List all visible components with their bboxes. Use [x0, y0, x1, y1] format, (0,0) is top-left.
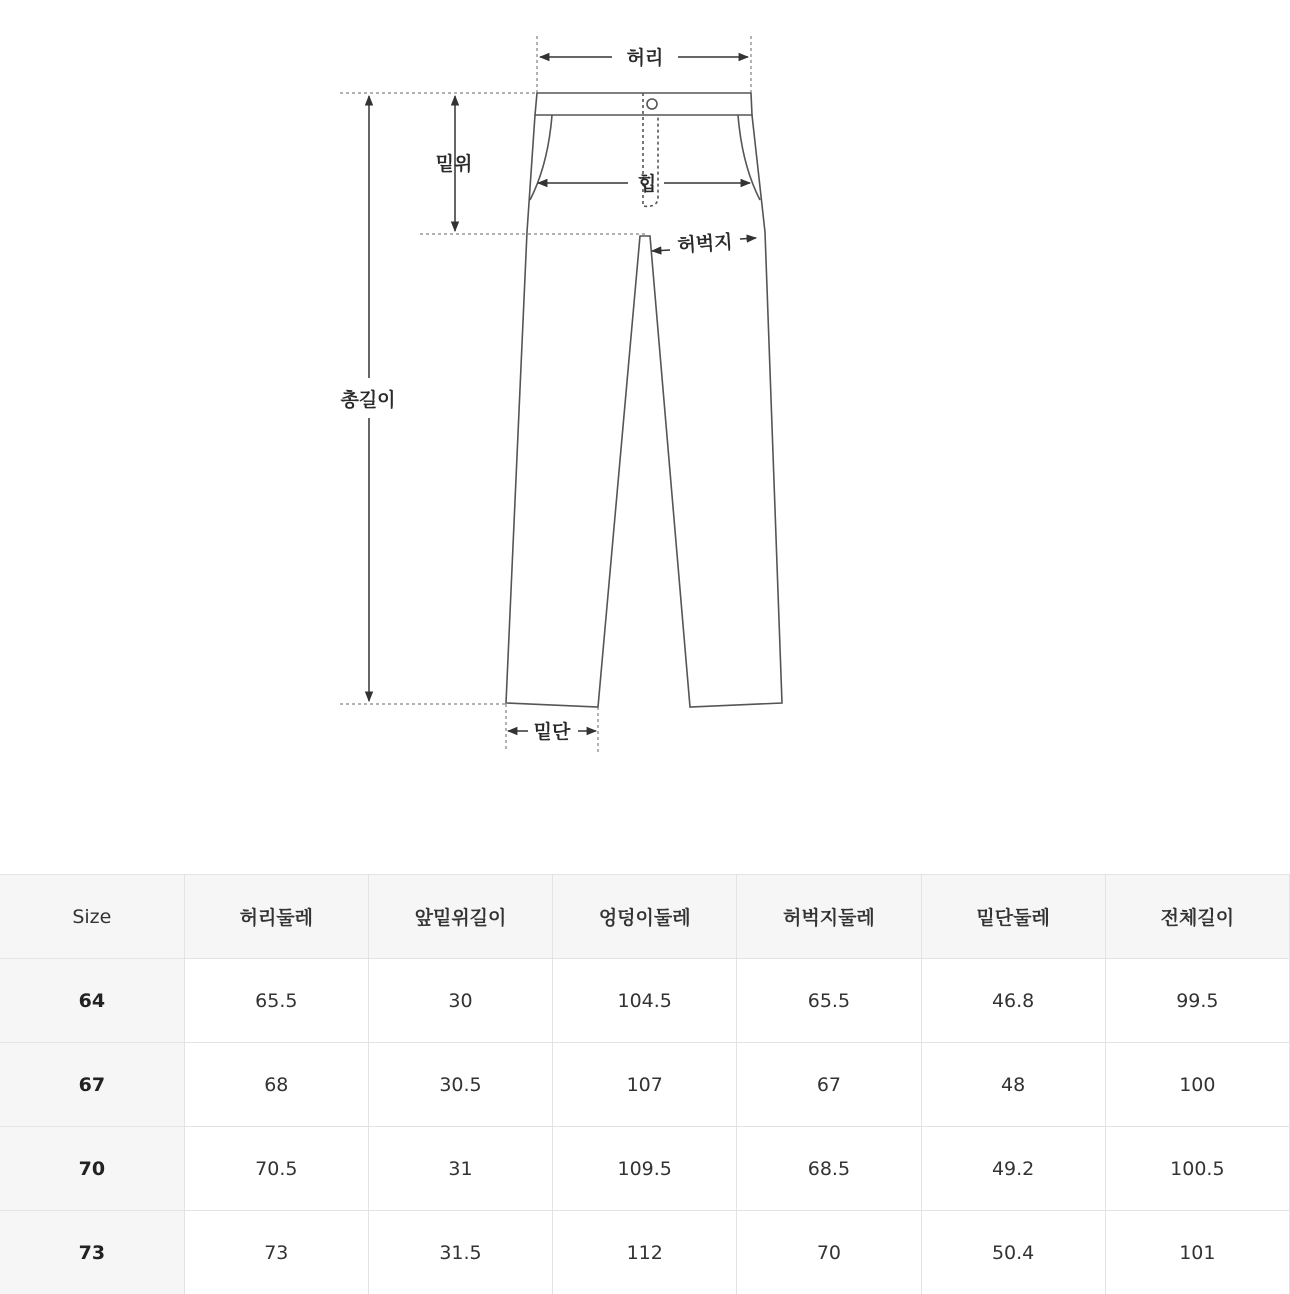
table-cell: 70.5: [184, 1127, 368, 1211]
header-thigh: 허벅지둘레: [737, 875, 921, 959]
table-cell: 68.5: [737, 1127, 921, 1211]
table-cell: 65.5: [737, 959, 921, 1043]
thigh-arrow-right: [740, 238, 756, 239]
table-cell: 99.5: [1105, 959, 1289, 1043]
size-cell: 67: [0, 1043, 184, 1127]
table-cell: 101: [1105, 1211, 1289, 1294]
table-cell: 31: [368, 1127, 552, 1211]
header-hem: 밑단둘레: [921, 875, 1105, 959]
thigh-arrow-left: [652, 250, 670, 251]
table-cell: 112: [553, 1211, 737, 1294]
size-table: [0, 874, 1290, 1294]
table-cell: 50.4: [921, 1211, 1105, 1294]
table-cell: 46.8: [921, 959, 1105, 1043]
table-row: [0, 1127, 1290, 1211]
table-cell: 30: [368, 959, 552, 1043]
table-row: [0, 1043, 1290, 1127]
table-cell: 104.5: [553, 959, 737, 1043]
table-cell: 49.2: [921, 1127, 1105, 1211]
table-row: [0, 959, 1290, 1043]
table-cell: 73: [184, 1211, 368, 1294]
header-front-rise: 앞밑위길이: [368, 875, 552, 959]
table-cell: 100: [1105, 1043, 1289, 1127]
total-length-label: 총길이: [340, 388, 395, 411]
rise-label: 밑위: [436, 152, 473, 175]
table-row: [0, 1211, 1290, 1294]
header-total-length: 전체길이: [1105, 875, 1289, 959]
size-cell: 73: [0, 1211, 184, 1294]
table-cell: 68: [184, 1043, 368, 1127]
header-hip: 엉덩이둘레: [553, 875, 737, 959]
size-cell: 64: [0, 959, 184, 1043]
table-header-row: [0, 875, 1290, 959]
table-cell: 65.5: [184, 959, 368, 1043]
table-cell: 100.5: [1105, 1127, 1289, 1211]
table-cell: 48: [921, 1043, 1105, 1127]
hem-label: 밑단: [534, 720, 571, 743]
table-cell: 31.5: [368, 1211, 552, 1294]
table-cell: 70: [737, 1211, 921, 1294]
waist-label: 허리: [627, 46, 664, 69]
measurement-arrows: [369, 57, 756, 731]
thigh-label: 허벅지: [677, 230, 734, 257]
table-cell: 107: [553, 1043, 737, 1127]
table-cell: 67: [737, 1043, 921, 1127]
hip-label: 힙: [638, 172, 656, 195]
size-cell: 70: [0, 1127, 184, 1211]
guide-lines: [340, 36, 751, 752]
table-cell: 30.5: [368, 1043, 552, 1127]
header-waist: 허리둘레: [184, 875, 368, 959]
header-size: Size: [0, 875, 184, 959]
table-cell: 109.5: [553, 1127, 737, 1211]
